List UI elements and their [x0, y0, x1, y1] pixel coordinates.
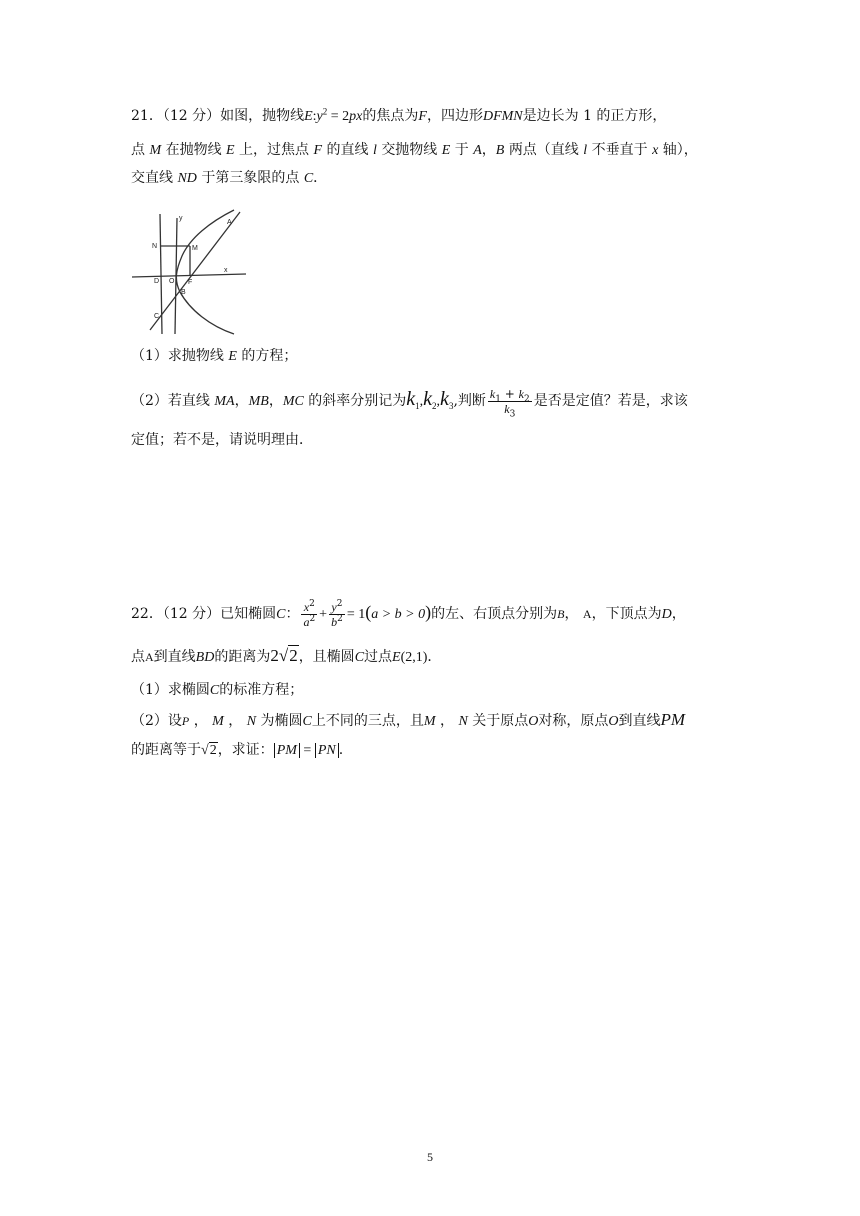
math-plus: + — [319, 607, 328, 622]
q22-sub2: （2）设P ， M ， N 为椭圆C上不同的三点，且M ， N 关于原点O对称，原点O到直线PM — [131, 710, 686, 729]
math-sub: 1 — [415, 400, 420, 411]
math-B: B — [557, 607, 565, 621]
q22-text: 的距离等于 — [131, 742, 201, 758]
q21-line-3 — [131, 168, 327, 189]
q21-text: 不垂直于 — [591, 142, 648, 158]
q22-text: 到直线 — [618, 713, 661, 729]
q22-number: 22 — [131, 606, 149, 622]
q21-text: ， — [234, 393, 249, 409]
q22-text: 对称，原点 — [538, 713, 609, 729]
math-E: E — [441, 143, 451, 158]
math-plus: + — [500, 386, 519, 401]
page-number: 5 — [427, 1150, 433, 1164]
x-axis — [132, 274, 246, 277]
math-PM: PM — [660, 710, 686, 729]
q21-text: 在抛物线 — [165, 142, 222, 158]
sqrt-symbol: √2 — [278, 646, 298, 665]
q22-text: 过点 — [364, 649, 393, 665]
math-P: P — [181, 714, 190, 728]
math-cond: a > b > 0 — [371, 607, 426, 622]
q22-sub1 — [131, 680, 303, 701]
q21-text: 定值；若不是，请说明理由． — [131, 432, 313, 448]
math-E: E — [392, 650, 401, 665]
q21-line-1: 21．（12 分）如图，抛物线$E:y^2 = 2px$的焦点为F，四边形DFMN是边长为 1 的正方形， — [131, 106, 667, 124]
math-sub: 2 — [523, 393, 530, 404]
q22-text: 已知椭圆 — [220, 606, 277, 622]
math-sup: 2 — [309, 613, 316, 624]
q21-sub1 — [131, 346, 297, 367]
math-sup: 2 — [309, 598, 315, 609]
q21-points: （12 分） — [162, 108, 221, 124]
math-D: D — [661, 607, 672, 622]
q21-text: 的直线 — [326, 142, 369, 158]
math-k: k — [440, 388, 449, 410]
math-ND: ND — [177, 171, 197, 186]
math-x: x — [303, 599, 310, 614]
math-MB: MB — [248, 394, 269, 409]
math-sep: , — [419, 394, 424, 409]
q21-text: （1）求抛物线 — [131, 348, 224, 364]
q21-text: 轴）， — [662, 142, 698, 158]
math-eq: = — [299, 743, 315, 758]
q22-text: ， — [564, 606, 579, 622]
math-sup: 2 — [336, 598, 343, 609]
math-y: y — [316, 109, 323, 124]
q21-text: 两点（直线 — [508, 142, 579, 158]
q22-text: 为椭圆 — [260, 713, 303, 729]
math-DFMN: DFMN — [482, 109, 523, 124]
q21-sub2-cont — [131, 430, 313, 450]
q22-line-2 — [131, 644, 441, 670]
fraction-x2a2 — [301, 600, 317, 629]
math-F: F — [418, 109, 427, 124]
math-paren: ) — [425, 602, 432, 622]
math-b: b — [331, 614, 338, 629]
q21-text: 点 — [131, 142, 145, 158]
q22-text: （1）求椭圆 — [131, 682, 210, 698]
q21-text: 是否是定值？若是，求该 — [533, 393, 688, 409]
math-sub: 2 — [432, 400, 437, 411]
q21-text: 上，过焦点 — [239, 142, 310, 158]
math-sub: 1 — [495, 393, 501, 404]
q22-text: （2）设 — [131, 713, 182, 729]
math-C: C — [354, 650, 365, 665]
math-k: k — [406, 388, 416, 410]
q21-text: 于 — [454, 142, 469, 158]
q21-line-2 — [131, 140, 698, 161]
math-l: l — [583, 143, 588, 158]
math-A: A — [473, 143, 482, 158]
label-y: y — [179, 215, 183, 222]
sqrt-symbol: √2 — [201, 743, 217, 758]
q22-text: ， — [671, 606, 686, 622]
q21-text: （2）若直线 — [131, 393, 210, 409]
q22-text: ，且椭圆 — [298, 649, 355, 665]
label-O: O — [169, 278, 175, 285]
q22-text: 到直线 — [153, 649, 196, 665]
math-x: x — [652, 143, 659, 158]
label-D: D — [154, 278, 160, 285]
math-sub: 3 — [448, 400, 454, 411]
q22-text: 上不同的三点，且 — [311, 713, 424, 729]
fraction-y2b2 — [329, 600, 345, 629]
label-x: x — [224, 267, 228, 274]
math-abs-PM: PM — [274, 743, 300, 758]
q22-text: ，下顶点为 — [591, 606, 662, 622]
math-y: y — [331, 599, 337, 614]
math-sup: 2 — [322, 106, 328, 117]
q22-text: 点 — [131, 649, 145, 665]
q21-text: 如图，抛物线 — [220, 108, 305, 124]
math-B: B — [495, 143, 505, 158]
label-A: A — [227, 219, 232, 226]
math-C: C — [209, 683, 220, 698]
q22-text: ，求证： — [217, 742, 274, 758]
q22-text: 的距离为 — [214, 649, 271, 665]
q21-number: 21 — [131, 108, 149, 124]
q22-text: 的左、右顶点分别为 — [431, 606, 558, 622]
label-B: B — [181, 289, 186, 296]
q22-text: ． — [427, 649, 442, 665]
math-l: l — [372, 143, 377, 158]
math-k: k — [504, 401, 510, 416]
q21-text: 的斜率分别记为 — [308, 393, 407, 409]
math-colon: : — [312, 109, 317, 124]
q21-text: ， — [481, 142, 496, 158]
math-a: a — [303, 614, 310, 629]
math-abs-PN: PN — [315, 743, 339, 758]
math-BD: BD — [195, 650, 215, 665]
math-k: k — [489, 386, 496, 401]
math-E: E — [228, 349, 237, 364]
math-E: E — [304, 109, 313, 124]
q21-sub2 — [131, 384, 688, 417]
q22-points: （12 分） — [162, 606, 221, 622]
math-E: E — [226, 143, 235, 158]
math-eq: = 2 — [327, 109, 350, 124]
math-radicand: 2 — [289, 646, 298, 665]
math-radicand: 2 — [209, 743, 217, 758]
math-C: C — [276, 607, 286, 622]
math-sup: 2 — [337, 613, 343, 624]
q21-text: ， — [268, 393, 283, 409]
math-M: M — [423, 714, 436, 729]
math-M: M — [212, 714, 224, 729]
math-N: N — [246, 714, 257, 729]
label-C: C — [154, 313, 160, 320]
label-N: N — [152, 243, 158, 250]
q21-text: 是边长为 1 的正方形， — [522, 108, 667, 124]
math-A: A — [145, 650, 154, 664]
math-O: O — [608, 714, 619, 729]
math-coef: 2 — [270, 646, 279, 665]
q21-text: 交抛物线 — [381, 142, 438, 158]
label-F: F — [188, 279, 193, 286]
math-k: k — [423, 388, 433, 410]
math-px: px — [349, 109, 363, 124]
math-eq: = 1 — [346, 607, 366, 622]
math-O: O — [528, 714, 539, 729]
math-C: C — [302, 714, 312, 729]
math-N: N — [458, 714, 468, 729]
math-point: (2,1) — [400, 650, 428, 665]
q22-text: ： — [285, 606, 300, 622]
q21-text: ,判断 — [453, 393, 486, 409]
math-k: k — [518, 386, 524, 401]
q22-text: 关于原点 — [472, 713, 529, 729]
math-MC: MC — [282, 394, 304, 409]
math-M: M — [149, 143, 162, 158]
q21-text: ，四边形 — [426, 108, 483, 124]
math-MA: MA — [214, 394, 235, 409]
q21-text: 于第三象限的点 — [201, 170, 300, 186]
math-C: C — [303, 171, 314, 186]
q22-text: 的标准方程； — [219, 682, 304, 698]
fraction-k — [488, 386, 532, 419]
q21-text: 的方程； — [241, 348, 298, 364]
q21-text: 的焦点为 — [362, 108, 419, 124]
q22-line-1: 22．（12 分）已知椭圆C： $\frac{x^2}{a^2}$ + $\frac{y^2}{b^2}$ = 1(a > b > 0)的左、右顶点分别为B， A，下顶点为D， — [131, 598, 686, 629]
q21-text: ． — [313, 170, 328, 186]
math-A: A — [582, 607, 592, 621]
q22-sub2-cont: 的距离等于√2，求证： PM = PN . — [131, 740, 343, 761]
label-M: M — [192, 245, 198, 252]
math-sub: 3 — [509, 408, 516, 419]
q21-text: 交直线 — [131, 170, 173, 186]
math-sep: , — [436, 394, 441, 409]
math-paren: ( — [365, 602, 372, 622]
math-F: F — [313, 143, 323, 158]
parabola-figure — [130, 208, 250, 338]
